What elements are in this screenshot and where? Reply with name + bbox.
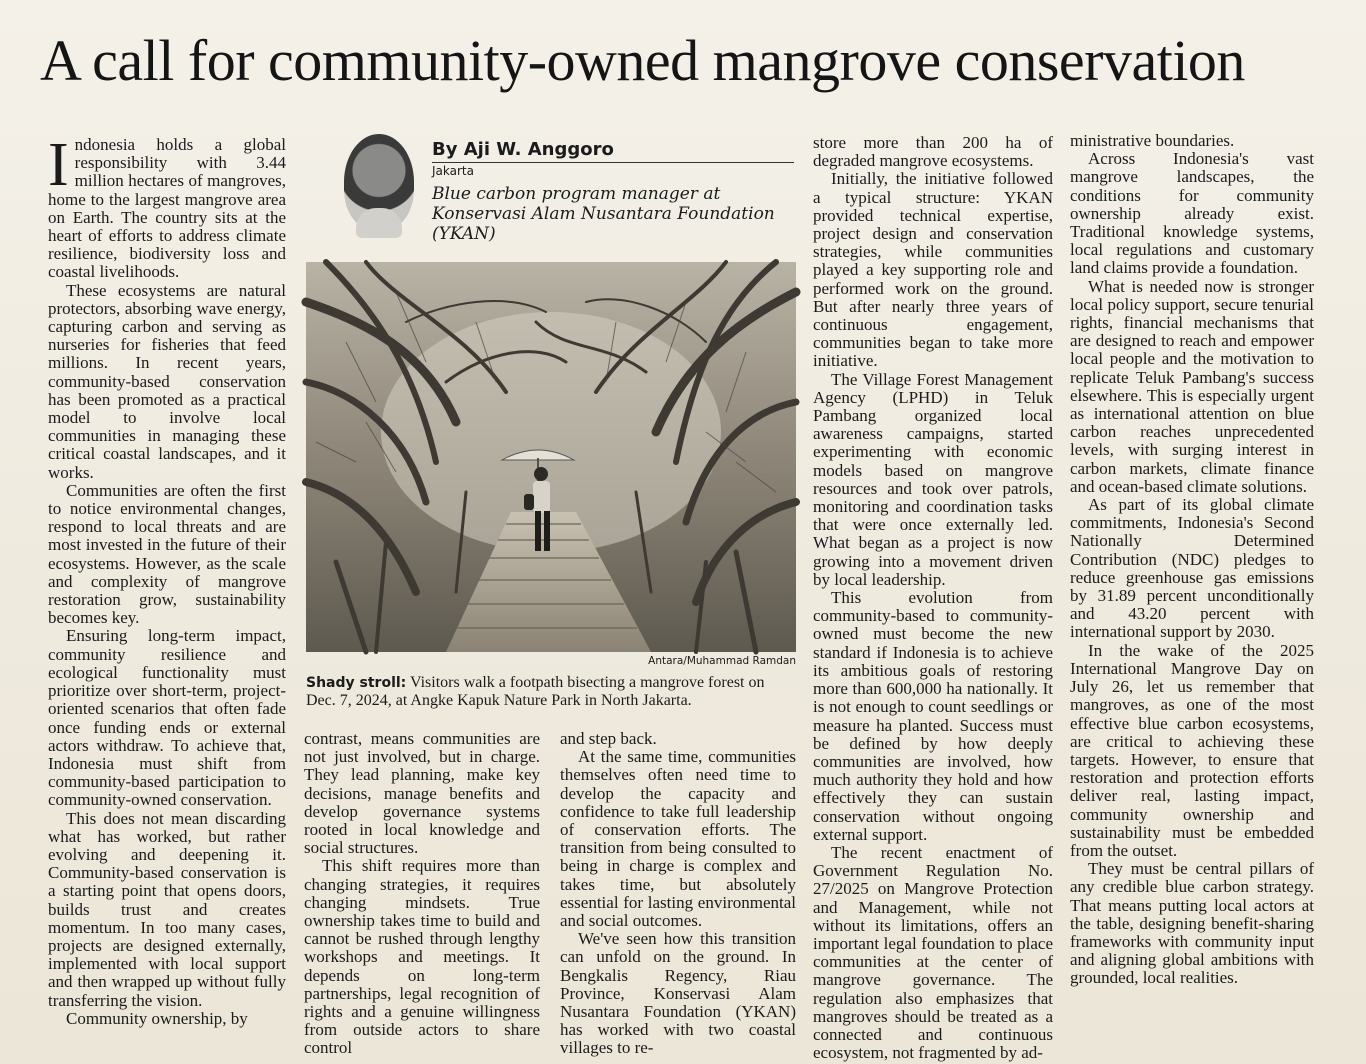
paragraph-text: Community ownership, by [66, 1008, 248, 1028]
article-paragraph [813, 134, 1053, 170]
article-paragraph [1070, 642, 1314, 860]
paragraph-text: We've seen how this transition can unfold on the ground. In Bengkalis Regency, Riau Province, Konservasi Alam Nusantara Foundation (YKAN) has worked with two coastal villages to re- [560, 929, 796, 1058]
article-column-5 [1070, 132, 1314, 1046]
paragraph-text: Initially, the initiative followed a typical structure: YKAN provided technical expertise, project design and conservation strategies, while communities played a key supporting role and performed work on the ground. But after nearly three years of continuous engagement, communities began to take more initiative. [813, 169, 1053, 371]
paragraph-text: What is needed now is stronger local policy support, secure tenurial rights, financial mechanisms that are designed to reach and empower local people and the motivation to replicate Teluk Pambang's success elsewhere. This is especially urgent as international attention on blue carbon reaches unprecedented levels, with surging interest in carbon markets, climate finance and ocean-based climate solutions. [1070, 276, 1314, 496]
article-paragraph [48, 131, 286, 282]
paragraph-text: These ecosystems are natural protectors, absorbing wave energy, capturing carbon and serving as nurseries for fisheries that feed millions. In recent years, community-based conservation has been promoted as a practical model to involve local communities in managing these critical coastal landscapes, and it works. [48, 280, 286, 482]
author-photo [344, 134, 414, 230]
article-paragraph [1070, 150, 1314, 277]
article-paragraph [1070, 278, 1314, 496]
paragraph-text: The Village Forest Management Agency (LPHD) in Teluk Pambang organized local awareness campaigns, started experimenting with economic models based on mangrove resources and took over patrols, monitoring and coordination tasks that were once externally led. What began as a project is now growing into a movement driven by local leadership. [813, 369, 1053, 589]
article-paragraph [1070, 860, 1314, 987]
article-paragraph [560, 930, 796, 1057]
article-paragraph [1070, 132, 1314, 150]
article-paragraph [813, 170, 1053, 370]
article-paragraph [48, 1010, 286, 1028]
paragraph-text: The recent enactment of Government Regulation No. 27/2025 on Mangrove Protection and Management, while not without its limitations, offers an important legal foundation to place communities at the center of mangrove governance. The regulation also emphasizes that mangroves should be treated as a connected and continuous ecosystem, not fragmented by ad- [813, 842, 1053, 1063]
paragraph-text: and step back. [560, 729, 657, 748]
article-paragraph [304, 857, 540, 1057]
photo-credit: Antara/Muhammad Ramdan [648, 655, 796, 667]
article-paragraph [560, 730, 796, 748]
paragraph-text: At the same time, communities themselves often need time to develop the capacity and confidence to take full leadership of conservation efforts. The transition from being consulted to being in charge is complex and takes time, but absolutely essential for lasting environmental and social outcomes. [560, 747, 796, 931]
paragraph-text: This shift requires more than changing strategies, it requires changing mindsets. True ownership takes time to build and cannot be rushed through lengthy workshops and meetings. It depends on long-term partnerships, legal recognition of rights and a genuine willingness from outside actors to share control [304, 856, 540, 1058]
headline: A call for community-owned mangrove conservation [40, 28, 1245, 93]
mangrove-footpath-photo [306, 262, 796, 652]
paragraph-text: This evolution from community-based to community-owned must become the new standard if Indonesia is to achieve its ambitious goals of restoring more than 600,000 ha nationally. It is not enough to count seedlings or measure ha planted. Success must be defined by how deeply communities are involved, how much authority they hold and how effectively they can sustain conservation without ongoing external support. [813, 588, 1053, 844]
article-paragraph [48, 627, 286, 809]
article-paragraph [560, 748, 796, 930]
article-paragraph [1070, 496, 1314, 642]
paragraph-text: ministrative boundaries. [1070, 131, 1235, 150]
author-name: By Aji W. Anggoro [432, 138, 794, 163]
paragraph-text: As part of its global climate commitments, Indonesia's Second Nationally Determined Contribution (NDC) pledges to reduce greenhouse gas emissions by 31.89 percent unconditionally and 43.20 percent with international support by 2030. [1070, 495, 1314, 642]
article-paragraph [48, 482, 286, 628]
article-paragraph [813, 844, 1053, 1062]
article-column-1 [48, 131, 286, 1046]
dateline-location: Jakarta [432, 164, 474, 178]
caption-text: Visitors walk a footpath bisecting a mangrove forest on Dec. 7, 2024, at Angke Kapuk Nature Park in North Jakarta. [306, 674, 765, 709]
article-column-3 [560, 729, 796, 1058]
article-paragraph [48, 282, 286, 482]
paragraph-text: ndonesia holds a global responsibility with 3.44 million hectares of mangroves, home to the largest mangrove area on Earth. The country sits at the heart of efforts to address climate resilience, biodiversity loss and coastal livelihoods. [48, 135, 286, 282]
article-column-2 [304, 729, 540, 1058]
photo-caption [306, 674, 796, 714]
article-paragraph [304, 730, 540, 857]
paragraph-text: Communities are often the first to notice environmental changes, respond to local threats and are most invested in the future of their ecosystems. However, as the scale and complexity of mangrove restoration grow, sustainability becomes key. [48, 480, 286, 628]
byline [344, 134, 794, 254]
author-role: Blue carbon program manager at Konservasi Alam Nusantara Foundation (YKAN) [432, 184, 775, 244]
paragraph-text: This does not mean discarding what has worked, but rather evolving and deepening it. Community-based conservation is a starting point that opens doors, builds trust and creates momentum. In too many cases, projects are designed externally, implemented with local support and then wrapped up without fully transferring the vision. [48, 808, 286, 1010]
drop-cap: I [48, 131, 69, 199]
article-paragraph [48, 810, 286, 1010]
article-paragraph [813, 589, 1053, 844]
caption-lead: Shady stroll: [306, 675, 407, 691]
paragraph-text: They must be central pillars of any credible blue carbon strategy. That means putting local actors at the table, designing benefit-sharing frameworks with community input and aligning global ambitions with grounded, local realities. [1070, 859, 1314, 988]
paragraph-text: Ensuring long-term impact, community resilience and ecological functionality must prioritize over short-term, project-oriented scenarios that often fade once funding ends or external actors withdraw. To achieve that, Indonesia must shift from community-based participation to community-owned conservation. [48, 626, 286, 810]
paragraph-text: contrast, means communities are not just involved, but in charge. They lead planning, make key decisions, manage benefits and develop governance systems rooted in local knowledge and social structures. [304, 729, 540, 858]
paragraph-text: store more than 200 ha of degraded mangrove ecosystems. [813, 133, 1053, 171]
paragraph-text: In the wake of the 2025 International Mangrove Day on July 26, let us remember that mangroves, as one of the most effective blue carbon ecosystems, are critical to achieving these targets. However, to ensure that restoration and protection efforts deliver real, lasting impact, community ownership and sustainability must be embedded from the outset. [1070, 640, 1314, 860]
paragraph-text: Across Indonesia's vast mangrove landscapes, the conditions for community ownership already exist. Traditional knowledge systems, local regulations and customary land claims provide a foundation. [1070, 149, 1314, 278]
article-paragraph [813, 371, 1053, 589]
article-column-4 [813, 133, 1053, 1063]
